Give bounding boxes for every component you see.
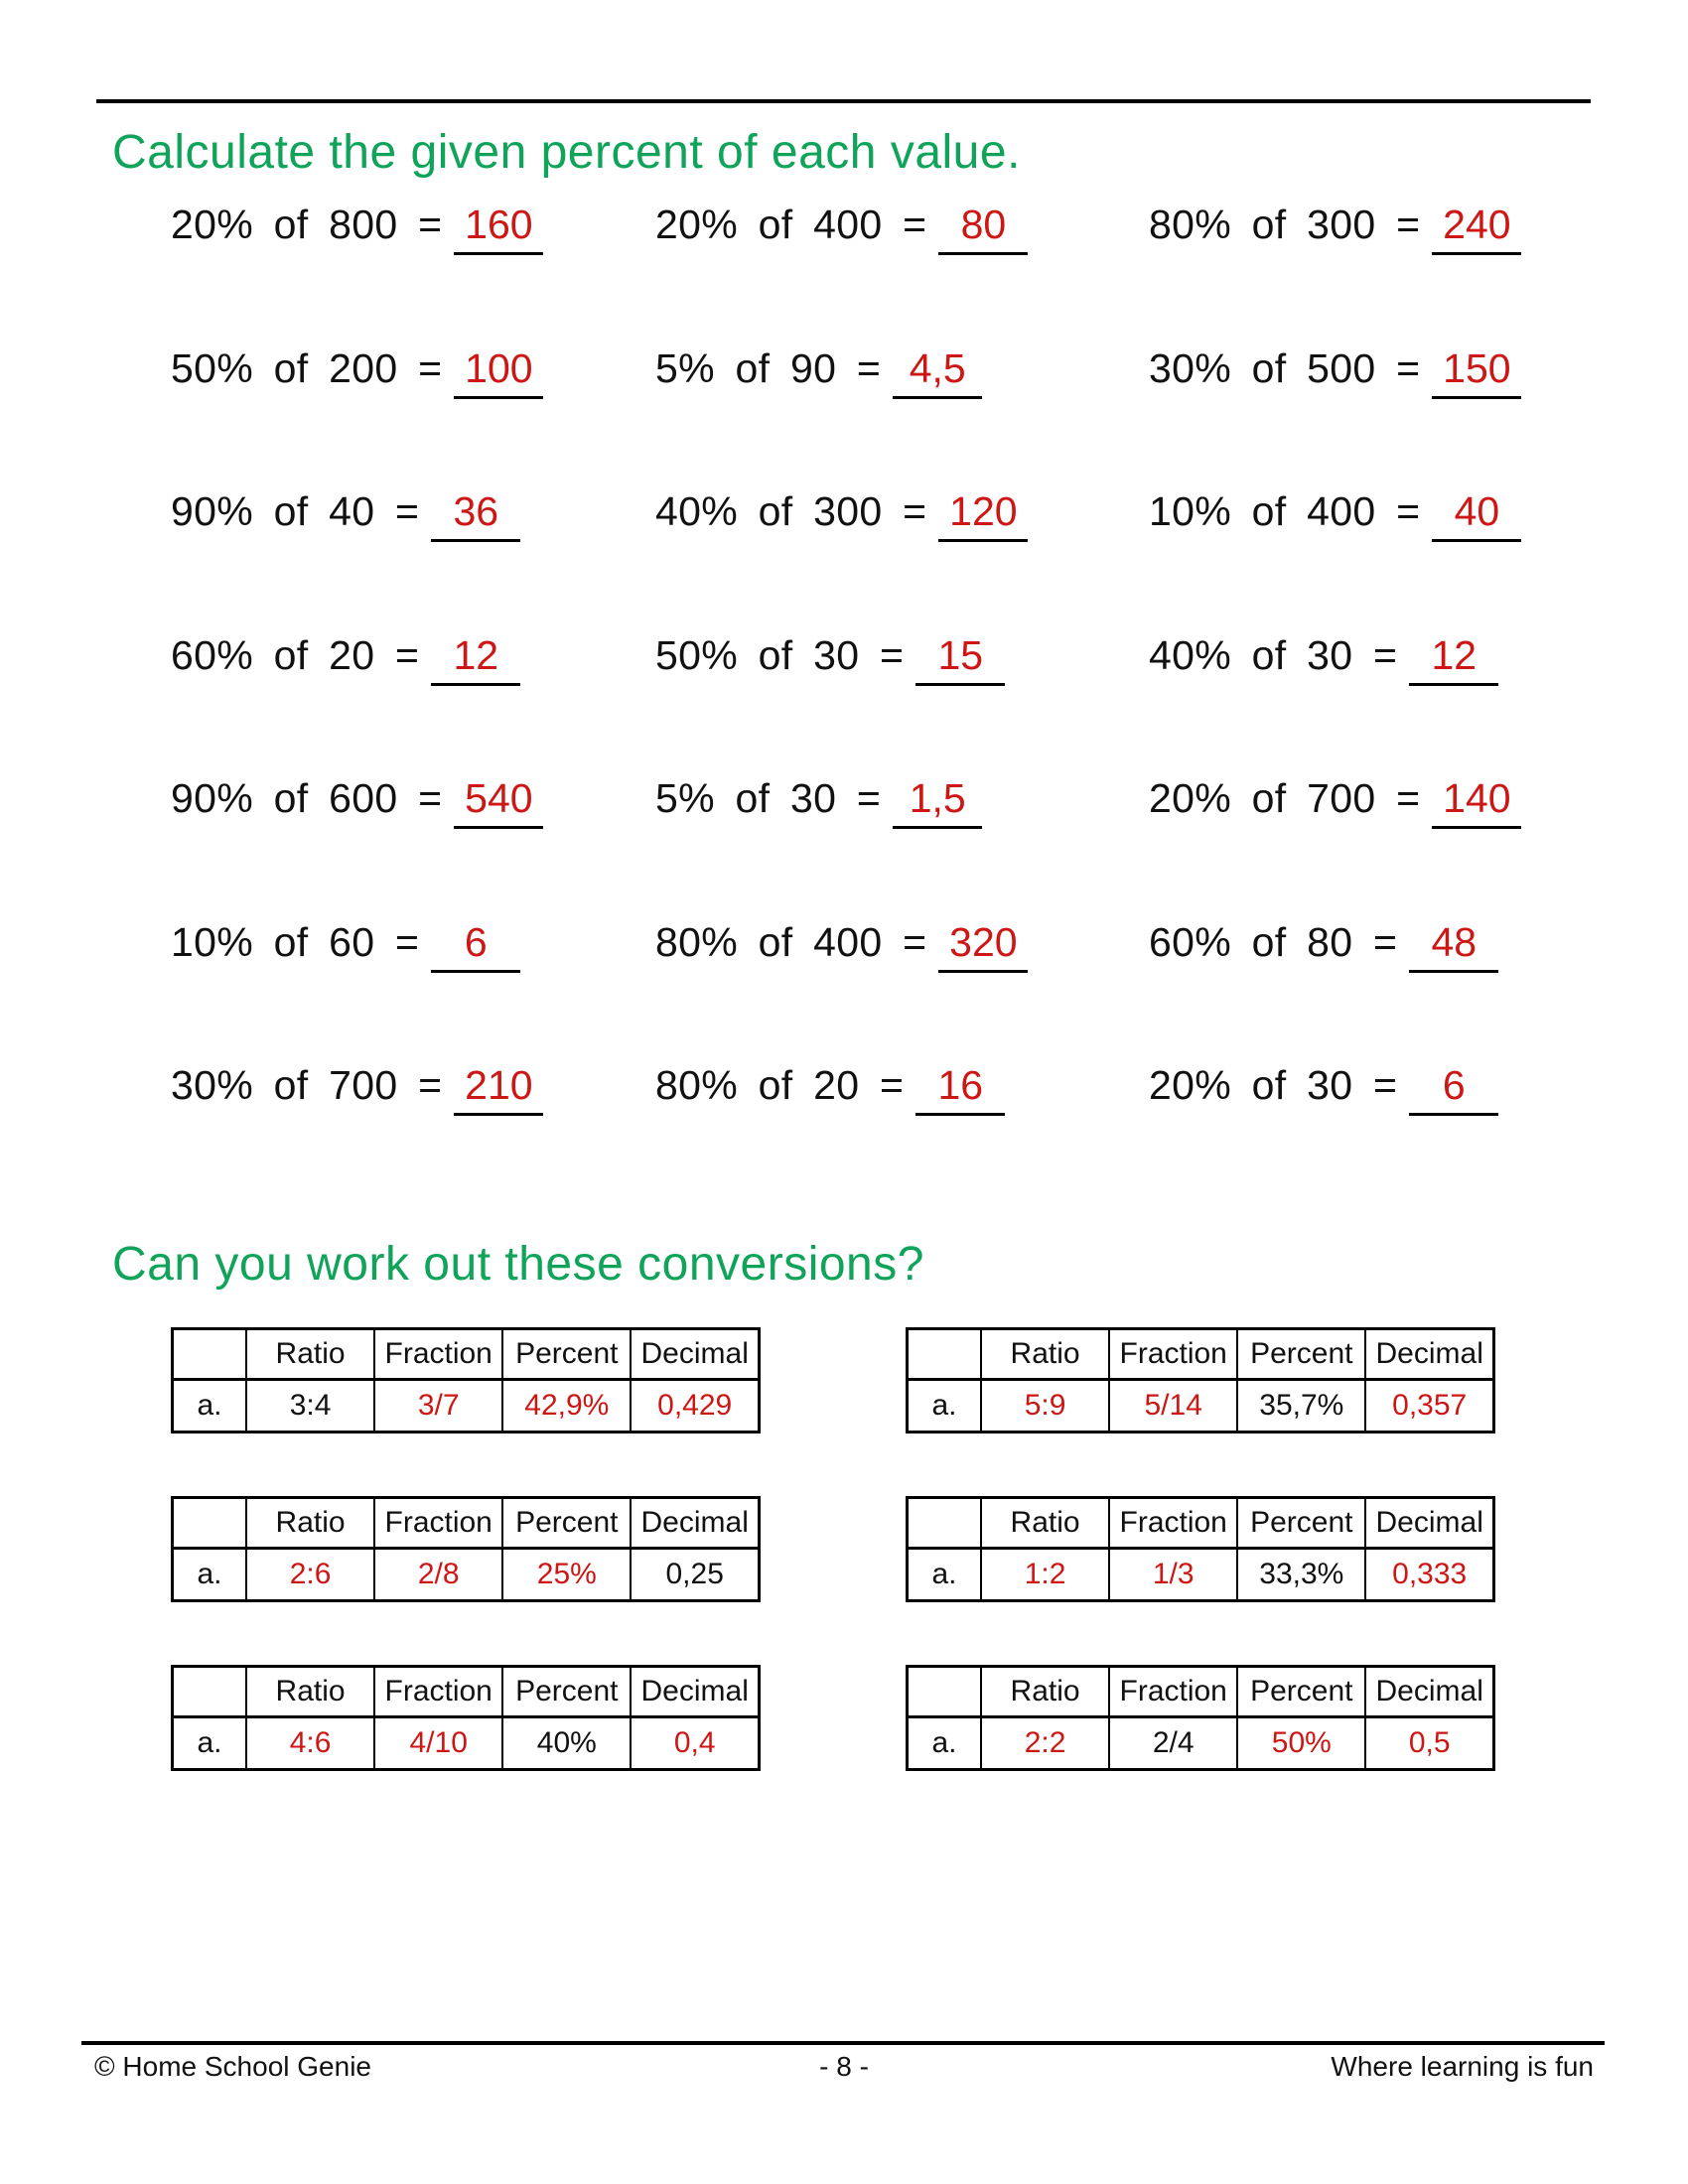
problem-answer: 40 [1432,488,1521,542]
table-value-cell: 0,429 [631,1380,759,1433]
problem-question: 5% of 90 = [655,344,882,391]
problem-question: 20% of 800 = [171,202,443,248]
problem-answer: 320 [938,919,1028,973]
table-row-label: a. [908,1380,982,1433]
table-header-cell: Percent [1237,1667,1365,1717]
problem-question: 20% of 700 = [1149,775,1421,822]
problem-question: 30% of 500 = [1149,344,1421,391]
problem-question: 10% of 60 = [171,918,420,965]
problem-question: 90% of 40 = [171,488,420,535]
problem-answer: 4,5 [893,345,982,399]
problem-item [171,1062,655,1116]
table-row-label: a. [173,1380,247,1433]
problem-item [655,632,1149,686]
table-row-label: a. [908,1717,982,1770]
problem-question: 10% of 400 = [1149,488,1421,535]
table-header-cell [908,1329,982,1380]
table-header-cell: Ratio [981,1498,1109,1549]
problem-answer: 15 [915,632,1005,686]
table-value-cell: 35,7% [1237,1380,1365,1433]
problem-question: 30% of 700 = [171,1062,443,1109]
table-value-cell: 5:9 [981,1380,1109,1433]
problem-answer: 36 [431,488,520,542]
problem-item [655,775,1149,829]
problem-answer: 240 [1432,202,1521,255]
problem-item [1149,919,1630,973]
problem-answer: 1,5 [893,775,982,829]
problem-item [1149,488,1630,542]
conversion-table [906,1327,1495,1433]
section2-title: Can you work out these conversions? [112,1238,924,1291]
table-value-cell: 0,357 [1365,1380,1493,1433]
conversion-table [171,1496,761,1602]
conversion-table [906,1665,1495,1771]
problem-item [1149,345,1630,399]
problem-item [1149,632,1630,686]
footer-tagline: Where learning is fun [1331,2051,1594,2082]
problem-item [655,919,1149,973]
table-value-cell: 5/14 [1109,1380,1237,1433]
table-header-cell: Decimal [631,1498,759,1549]
percent-problems-grid [171,157,1630,1161]
table-value-cell: 0,333 [1365,1549,1493,1601]
problem-item [171,488,655,542]
table-value-cell: 0,25 [631,1549,759,1601]
table-header-cell: Ratio [246,1498,374,1549]
problem-answer: 120 [938,488,1028,542]
problem-item [171,919,655,973]
problem-question: 20% of 400 = [655,202,927,248]
footer-page-number: - 8 - [819,2051,869,2082]
table-header-cell: Percent [1237,1329,1365,1380]
conversion-table [171,1665,761,1771]
table-header-cell: Decimal [631,1667,759,1717]
table-header-cell: Fraction [1109,1329,1237,1380]
problem-item [655,345,1149,399]
problem-question: 80% of 20 = [655,1062,905,1109]
table-row-label: a. [908,1549,982,1601]
table-value-cell: 2/4 [1109,1717,1237,1770]
problem-item [171,202,655,255]
problem-question: 20% of 30 = [1149,1062,1398,1109]
table-value-cell: 3/7 [374,1380,502,1433]
table-header-cell: Ratio [246,1329,374,1380]
table-header-cell: Ratio [981,1329,1109,1380]
problem-item [655,202,1149,255]
table-header-cell [173,1667,247,1717]
problem-question: 60% of 80 = [1149,918,1398,965]
table-header-cell: Ratio [981,1667,1109,1717]
table-value-cell: 0,4 [631,1717,759,1770]
table-header-cell [908,1498,982,1549]
problem-question: 50% of 30 = [655,631,905,678]
footer-copyright: © Home School Genie [94,2051,371,2082]
problem-question: 80% of 300 = [1149,202,1421,248]
problem-item [655,488,1149,542]
table-header-cell: Percent [502,1667,631,1717]
table-header-cell: Decimal [1365,1498,1493,1549]
problem-item [1149,775,1630,829]
table-value-cell: 2/8 [374,1549,502,1601]
table-header-cell: Fraction [374,1667,502,1717]
problem-answer: 100 [454,345,543,399]
table-value-cell: 3:4 [246,1380,374,1433]
table-header-cell: Decimal [631,1329,759,1380]
table-header-cell: Percent [1237,1498,1365,1549]
problem-item [1149,1062,1630,1116]
problem-answer: 12 [1409,632,1498,686]
table-header-cell [173,1498,247,1549]
table-value-cell: 1/3 [1109,1549,1237,1601]
table-value-cell: 42,9% [502,1380,631,1433]
table-header-cell: Fraction [374,1329,502,1380]
problem-question: 40% of 30 = [1149,631,1398,678]
table-value-cell: 33,3% [1237,1549,1365,1601]
table-value-cell: 40% [502,1717,631,1770]
problem-question: 90% of 600 = [171,775,443,822]
problem-answer: 6 [431,919,520,973]
table-header-cell: Decimal [1365,1667,1493,1717]
problem-answer: 80 [938,202,1028,255]
table-row-label: a. [173,1549,247,1601]
table-row-label: a. [173,1717,247,1770]
problem-question: 50% of 200 = [171,344,443,391]
problem-item [171,775,655,829]
table-value-cell: 25% [502,1549,631,1601]
table-value-cell: 0,5 [1365,1717,1493,1770]
problem-answer: 12 [431,632,520,686]
problem-item [655,1062,1149,1116]
table-header-cell: Percent [502,1498,631,1549]
problem-answer: 140 [1432,775,1521,829]
table-value-cell: 1:2 [981,1549,1109,1601]
conversion-table [906,1496,1495,1602]
table-header-cell: Fraction [1109,1667,1237,1717]
problem-item [171,632,655,686]
problem-question: 5% of 30 = [655,775,882,822]
page-footer [94,2051,1594,2091]
table-header-cell: Fraction [1109,1498,1237,1549]
problem-item [171,345,655,399]
table-header-cell [173,1329,247,1380]
table-value-cell: 4/10 [374,1717,502,1770]
problem-question: 60% of 20 = [171,631,420,678]
problem-answer: 160 [454,202,543,255]
problem-question: 40% of 300 = [655,488,927,535]
problem-answer: 210 [454,1062,543,1116]
problem-answer: 150 [1432,345,1521,399]
top-rule [96,99,1591,103]
problem-answer: 16 [915,1062,1005,1116]
problem-item [1149,202,1630,255]
table-header-cell: Percent [502,1329,631,1380]
table-header-cell: Decimal [1365,1329,1493,1380]
section1-title: Calculate the given percent of each value. [112,126,1021,179]
problem-answer: 540 [454,775,543,829]
table-header-cell: Ratio [246,1667,374,1717]
table-header-cell [908,1667,982,1717]
conversion-table [171,1327,761,1433]
conversion-tables-grid [171,1327,1502,1771]
table-value-cell: 2:2 [981,1717,1109,1770]
table-header-cell: Fraction [374,1498,502,1549]
problem-answer: 6 [1409,1062,1498,1116]
problem-question: 80% of 400 = [655,918,927,965]
footer-rule [81,2041,1605,2045]
table-value-cell: 4:6 [246,1717,374,1770]
problem-answer: 48 [1409,919,1498,973]
table-value-cell: 2:6 [246,1549,374,1601]
table-value-cell: 50% [1237,1717,1365,1770]
